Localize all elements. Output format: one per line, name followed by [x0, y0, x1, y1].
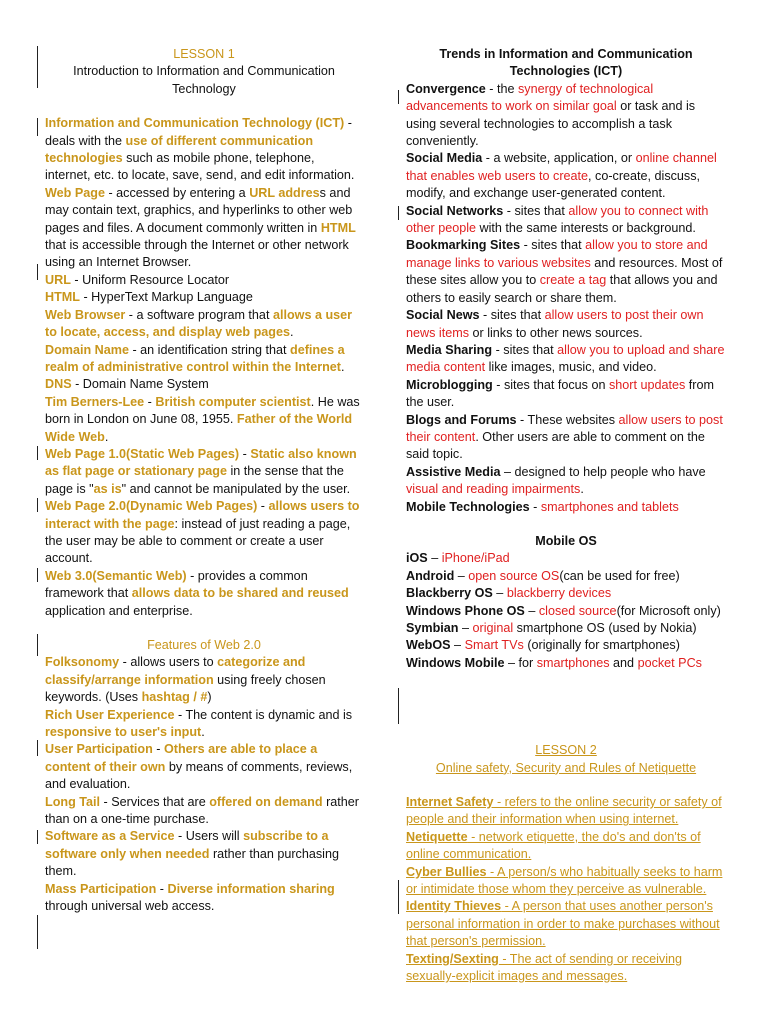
highlight: Static also known as flat page or stationary page — [45, 446, 357, 479]
highlight: hashtag / # — [141, 690, 208, 705]
term: Blackberry OS — [406, 586, 493, 601]
left-column — [45, 46, 363, 916]
term: Netiquette — [406, 829, 468, 844]
sexting-definition: Texting/Sexting - The act of sending or receiving sexually-explicit images and messages. — [406, 951, 683, 984]
highlight: visual and reading impairments — [406, 482, 581, 497]
term: User Participation — [45, 742, 153, 757]
term: Microblogging — [406, 377, 493, 392]
highlight: URL addres — [249, 185, 320, 200]
assistive-media-definition: Assistive Media – designed to help people who have visual and reading impairments. — [406, 464, 706, 497]
highlight: responsive to user's input — [45, 725, 202, 740]
domain-definition: Domain Name - an identification string that defines a realm of administrative control within the Internet. — [45, 342, 345, 374]
margin-bar — [37, 46, 38, 88]
highlight: synergy of technological advancements to work on similar goal — [406, 81, 654, 114]
lesson1-label: LESSON 1 — [173, 47, 235, 61]
highlight: HTML — [320, 220, 356, 235]
margin-bar — [398, 880, 399, 914]
margin-bar — [37, 264, 38, 280]
web2-definition: Web Page 2.0(Dynamic Web Pages) - allows users to interact with the page: instead of just reading a page, the user may be able to comment or create a user account. — [45, 499, 360, 566]
term: Folksonomy — [45, 655, 120, 670]
highlight: use of different communication technologies — [45, 133, 314, 166]
media-sharing-definition: Media Sharing - sites that allow you to upload and share media content like images, music, and video. — [406, 342, 725, 375]
term: Web Browser — [45, 307, 126, 322]
rich-ux-definition: Rich User Experience - The content is dynamic and is responsive to user's input. — [45, 707, 353, 740]
term: Web Page 2.0(Dynamic Web Pages) — [45, 499, 258, 514]
netiquette-definition: Netiquette - network etiquette, the do's and don'ts of online communication. — [406, 829, 701, 862]
term: Social News — [406, 308, 480, 323]
term: Blogs and Forums — [406, 412, 517, 427]
term: Android — [406, 568, 455, 583]
highlight: Diverse information sharing — [167, 881, 335, 896]
identity-thieves-definition: Identity Thieves - A person that uses another person's personal information in order to make purchases without that person's permission. — [406, 899, 720, 949]
features-title: Features of Web 2.0 — [147, 638, 261, 652]
margin-bar — [398, 206, 399, 220]
highlight: British computer scientist — [155, 394, 311, 409]
highlight: categorize and classify/arrange information — [45, 655, 306, 687]
ict-definition: Information and Communication Technology (ICT) - deals with the use of different communication technologies such as mobile phone, telephone, internet, etc. to locate, save, send, and edit information. — [45, 116, 355, 183]
term: Media Sharing — [406, 342, 493, 357]
term: Internet Safety — [406, 795, 494, 810]
highlight: short updates — [608, 377, 686, 392]
term: Web Page — [45, 185, 105, 200]
term: Cyber Bullies — [406, 864, 487, 879]
internet-safety-definition: Internet Safety - refers to the online security or safety of people and their information when using internet. — [406, 795, 722, 827]
margin-bar — [37, 498, 38, 512]
highlight: smartphones — [536, 655, 610, 670]
dns-definition: DNS - Domain Name System — [45, 377, 209, 392]
margin-bar — [398, 688, 399, 724]
highlight: smartphones and tablets — [540, 499, 679, 514]
term: Identity Thieves — [406, 899, 502, 914]
term: Windows Phone OS — [406, 603, 525, 618]
blogs-forums-definition: Blogs and Forums - These websites allow users to post their content. Other users are able to comment on the said topic. — [406, 412, 723, 462]
mass-participation-definition: Mass Participation - Diverse information sharing through universal web access. — [45, 881, 335, 914]
lesson1-title-line2: Technology — [172, 81, 236, 96]
web3-definition: Web 3.0(Semantic Web) - provides a common framework that allows data to be shared and reused application and enterprise. — [45, 568, 349, 618]
highlight: allow users to post their content — [406, 412, 723, 444]
term: Information and Communication Technology (ICT) — [45, 116, 345, 131]
term: Web Page 1.0(Static Web Pages) — [45, 446, 240, 461]
os-blackberry: Blackberry OS – blackberry devices — [406, 586, 612, 601]
highlight: open source OS — [468, 568, 560, 583]
convergence-definition: Convergence - the synergy of technological advancements to work on similar goal or task and is using several technologies to accomplish a task conveniently. — [406, 81, 696, 149]
highlight: subscribe to a software only when needed — [45, 829, 329, 861]
highlight: online channel that enables web users to create — [406, 151, 717, 183]
highlight: allow you to connect with other people — [406, 203, 709, 236]
trends-title-line2: Technologies (ICT) — [509, 64, 623, 79]
lesson1-title-line1: Introduction to Information and Communication — [73, 64, 335, 79]
browser-definition: Web Browser - a software program that allows a user to locate, access, and display web pages. — [45, 307, 353, 340]
term: DNS — [45, 377, 72, 392]
bookmarking-definition: Bookmarking Sites - sites that allow you to store and manage links to various websites and resources. Most of these sites allow you to create a tag that allows you and others to easily search or share them. — [406, 238, 723, 305]
highlight: iPhone/iPad — [441, 551, 510, 566]
term: Social Media — [406, 151, 483, 166]
term: Convergence — [406, 81, 486, 96]
term: Long Tail — [45, 794, 101, 809]
margin-bar — [398, 90, 399, 104]
cyber-bullies-definition: Cyber Bullies - A person/s who habitually seeks to harm or intimidate those whom they perceive as vulnerable. — [406, 864, 723, 897]
highlight: closed source — [538, 603, 617, 618]
mobile-tech-definition: Mobile Technologies - smartphones and tablets — [406, 499, 679, 514]
os-symbian: Symbian – original smartphone OS (used by Nokia) — [406, 621, 697, 635]
highlight: Smart TVs — [464, 638, 524, 653]
term: Tim Berners-Lee — [45, 394, 145, 409]
term: WebOS — [406, 638, 451, 653]
highlight: pocket PCs — [637, 655, 702, 670]
term: Software as a Service — [45, 829, 175, 844]
highlight: Father of the World Wide Web — [45, 412, 353, 444]
term: Windows Mobile — [406, 655, 505, 670]
lesson2-label: LESSON 2 — [535, 743, 597, 758]
social-news-definition: Social News - sites that allow users to post their own news items or links to other news sources. — [406, 308, 704, 340]
highlight: defines a realm of administrative control within the Internet — [45, 342, 345, 374]
trends-title-line1: Trends in Information and Communication — [439, 47, 693, 61]
os-windows-mobile: Windows Mobile – for smartphones and pocket PCs — [406, 655, 702, 670]
highlight: offered on demand — [209, 794, 323, 809]
highlight: allow you to store and manage links to various websites — [406, 238, 708, 270]
url-definition: URL - Uniform Resource Locator — [45, 272, 230, 287]
social-media-definition: Social Media - a website, application, or online channel that enables web users to create, co-create, discuss, modify, and exchange user-generated content. — [406, 151, 717, 201]
term: Symbian — [406, 621, 459, 635]
microblogging-definition: Microblogging - sites that focus on short updates from the user. — [406, 377, 714, 410]
term: Social Networks — [406, 203, 504, 218]
term: Bookmarking Sites — [406, 238, 521, 253]
user-participation-definition: User Participation - Others are able to place a content of their own by means of comments, reviews, and evaluation. — [45, 742, 353, 792]
margin-bar — [37, 915, 38, 949]
mobile-os-title: Mobile OS — [535, 533, 597, 548]
term: HTML — [45, 290, 80, 305]
lesson2-title: Online safety, Security and Rules of Netiquette — [435, 760, 697, 775]
social-networks-definition: Social Networks - sites that allow you to connect with other people with the same interests or background. — [406, 203, 709, 236]
margin-bar — [37, 568, 38, 582]
webpage-definition: Web Page - accessed by entering a URL address and may contain text, graphics, and hyperlinks to other web pages and files. A document commonly written in HTML that is accessible through the Internet or other network using an Internet Browser. — [45, 185, 356, 270]
margin-bar — [37, 446, 38, 460]
highlight: allow you to upload and share media content — [406, 342, 725, 375]
highlight: create a tag — [539, 273, 607, 288]
margin-bar — [37, 830, 38, 844]
folksonomy-definition: Folksonomy - allows users to categorize and classify/arrange information using freely chosen keywords. (Uses hashtag / #) — [45, 655, 326, 705]
term: Assistive Media — [406, 464, 501, 479]
term: Domain Name — [45, 342, 129, 357]
os-windows-phone: Windows Phone OS – closed source(for Microsoft only) — [406, 603, 721, 618]
margin-bar — [37, 740, 38, 756]
highlight: allow users to post their own news items — [406, 308, 704, 340]
highlight: original — [472, 621, 514, 635]
term: Mobile Technologies — [406, 499, 530, 514]
margin-bar — [37, 118, 38, 136]
right-column — [406, 46, 726, 986]
tbl-definition: Tim Berners-Lee - British computer scientist. He was born in London on June 08, 1955. Father of the World Wide Web. — [45, 394, 360, 444]
term: Web 3.0(Semantic Web) — [45, 568, 187, 583]
os-android: Android – open source OS(can be used for free) — [406, 568, 680, 583]
highlight: Others are able to place a content of their own — [45, 742, 318, 774]
term: URL — [45, 272, 71, 287]
highlight: allows users to interact with the page — [45, 499, 360, 531]
highlight: allows data to be shared and reused — [131, 586, 349, 601]
html-definition: HTML - HyperText Markup Language — [45, 290, 253, 305]
term: Texting/Sexting — [406, 951, 499, 966]
margin-bar — [37, 634, 38, 656]
term: iOS — [406, 551, 428, 566]
os-webos: WebOS – Smart TVs (originally for smartphones) — [406, 638, 680, 653]
os-ios: iOS – iPhone/iPad — [406, 551, 510, 566]
term: Rich User Experience — [45, 707, 175, 722]
saas-definition: Software as a Service - Users will subscribe to a software only when needed rather than purchasing them. — [45, 829, 339, 879]
long-tail-definition: Long Tail - Services that are offered on demand rather than on a one-time purchase. — [45, 794, 359, 827]
highlight: allows a user to locate, access, and display web pages — [45, 307, 353, 340]
highlight: blackberry devices — [506, 586, 612, 601]
web1-definition: Web Page 1.0(Static Web Pages) - Static also known as flat page or stationary page in the sense that the page is "as is" and cannot be manipulated by the user. — [45, 446, 357, 496]
term: Mass Participation — [45, 881, 157, 896]
highlight: as is — [93, 481, 122, 496]
